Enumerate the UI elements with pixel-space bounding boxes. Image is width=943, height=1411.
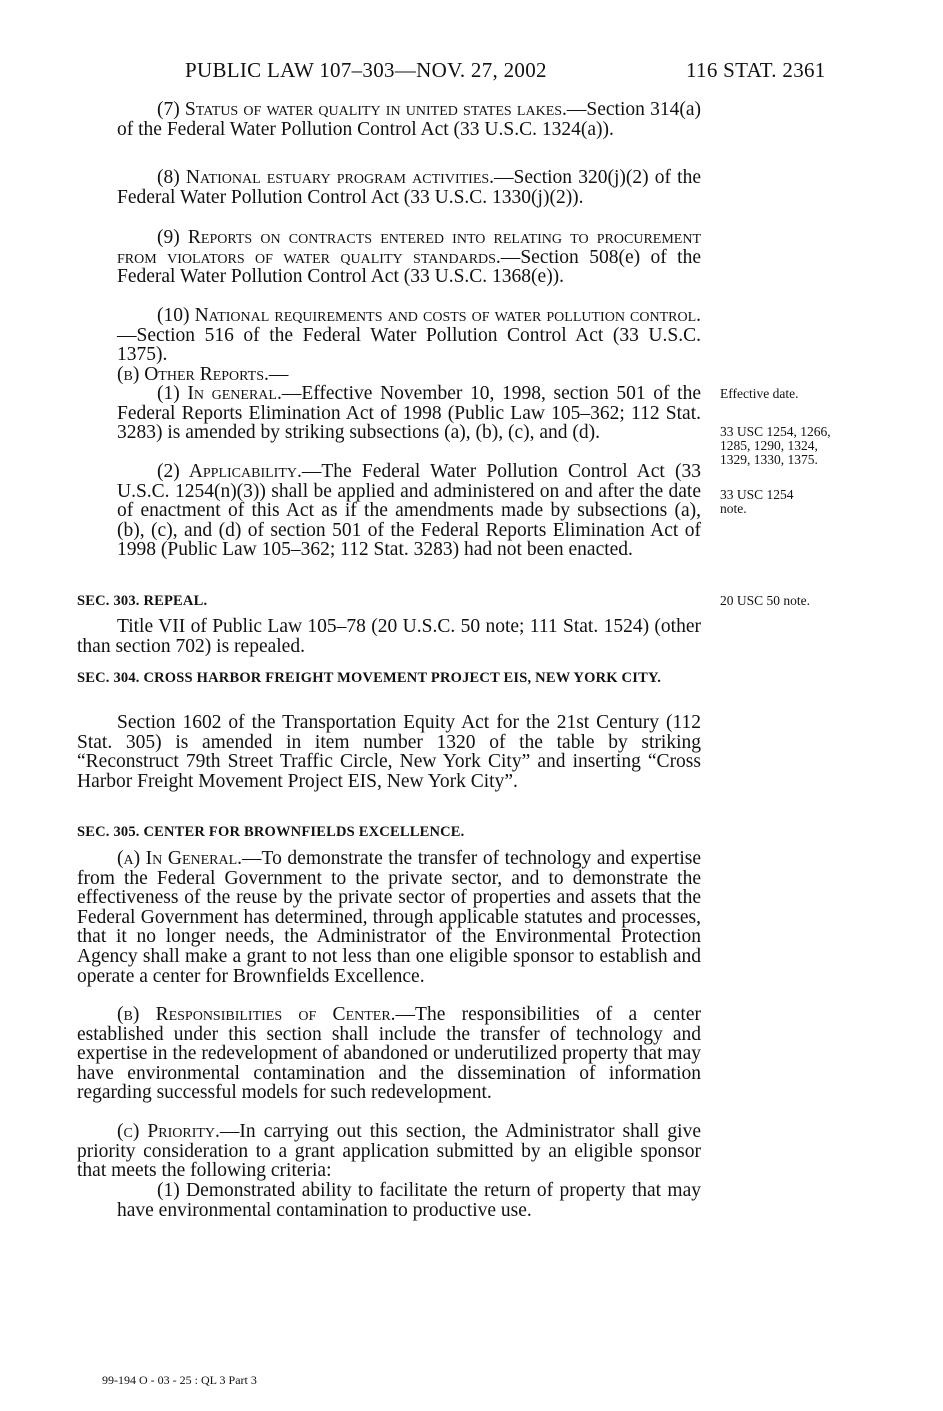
section-304-body: Section 1602 of the Transportation Equity Act for the 21st Century (112 Stat. 305) is amended in item number 1320 of the table by striking “Reconstruct 79th Street Traffic Circle, New York City” and inserting “Cross Harbor Freight Movement Project EIS, New York City”. (77, 712, 701, 792)
running-header-right: 116 STAT. 2361 (686, 58, 826, 82)
item-7 (77, 100, 701, 139)
item-9-heading: (9) Reports on contracts entered into relating to procurement from violators of water quality standards.— (117, 227, 701, 268)
section-305-heading: SEC. 305. CENTER FOR BROWNFIELDS EXCELLENCE. (77, 824, 465, 840)
item-7-heading: (7) Status of water quality in united states lakes.— (157, 99, 587, 120)
section-303-heading: SEC. 303. REPEAL. (77, 593, 208, 609)
item-10 (77, 306, 701, 365)
section-305-c-heading: (c) Priority.— (117, 1121, 240, 1142)
section-305-b-body: The responsibilities of a center established under this section shall include the transfer of technology and expertise in the redevelopment of abandoned or underutilized property that may have environmental contamination and the dissemination of information regarding successful models for such redevelopment. (77, 1004, 701, 1104)
margin-note-usc-note: 33 USC 1254 note. (720, 487, 794, 516)
margin-note-effective-date: Effective date. (720, 386, 799, 401)
section-305-c (77, 1122, 701, 1181)
section-305-c-body: In carrying out this section, the Administrator shall give priority consideration to a grant application submitted by an eligible sponsor that meets the following criteria: (77, 1121, 701, 1182)
section-304-heading: SEC. 304. CROSS HARBOR FREIGHT MOVEMENT PROJECT EIS, NEW YORK CITY. (77, 670, 662, 686)
section-305-a-heading: (a) In General.— (117, 848, 262, 869)
section-305-a (77, 849, 701, 986)
margin-note-20-usc: 20 USC 50 note. (720, 593, 811, 608)
item-7-body: Section 314(a) of the Federal Water Pollution Control Act (33 U.S.C. 1324(a)). (117, 99, 701, 140)
running-header-left: PUBLIC LAW 107–303—NOV. 27, 2002 (185, 58, 547, 82)
other-reports-p2-heading: (2) Applicability.— (157, 461, 322, 482)
other-reports-para-2 (77, 462, 701, 560)
item-10-body: Section 516 of the Federal Water Pollution Control Act (33 U.S.C. 1375). (117, 324, 701, 366)
section-305-b-heading: (b) Responsibilities of Center.— (117, 1004, 416, 1025)
item-8 (77, 168, 701, 207)
other-reports-p2-body: The Federal Water Pollution Control Act (33 U.S.C. 1254(n)(3)) shall be applied and administered on and after the date of enactment of this Act as if the amendments made by subsections (a), (b), (c), and (d) of section 501 of the Federal Reports Elimination Act of 1998 (Public Law 105–362; 112 Stat. 3283) had not been enacted. (117, 461, 701, 561)
item-10-heading: (10) National requirements and costs of water pollution control.— (117, 305, 701, 346)
page-footer: 99-194 O - 03 - 25 : QL 3 Part 3 (102, 1373, 257, 1387)
section-305-a-body: To demonstrate the transfer of technology and expertise from the Federal Government to the private sector, and to demonstrate the effectiveness of the reuse by the private sector of properties and assets that the Federal Government has determined, through applicable statutes and processes, that it no longer needs, the Administrator of the Environmental Protection Agency shall make a grant to not less than one eligible sponsor to establish and operate a center for Brownfields Excellence. (77, 848, 702, 987)
other-reports-p1-body: Effective November 10, 1998, section 501 of the Federal Reports Elimination Act of 1998 (Public Law 105–362; 112 Stat. 3283) is amended by striking subsections (a), (b), (c), and (d). (117, 383, 702, 444)
margin-note-usc-citations: 33 USC 1254, 1266, 1285, 1290, 1324, 1329, 1330, 1375. (720, 424, 831, 467)
section-305-c-1: (1) Demonstrated ability to facilitate the return of property that may have environmental contamination to productive use. (117, 1180, 701, 1221)
other-reports-heading: (b) Other Reports.— (117, 364, 289, 385)
item-9 (77, 228, 701, 287)
other-reports-p1-heading: (1) In general.— (157, 383, 302, 404)
item-8-body: Section 320(j)(2) of the Federal Water Pollution Control Act (33 U.S.C. 1330(j)(2)). (117, 167, 701, 208)
item-9-body: Section 508(e) of the Federal Water Pollution Control Act (33 U.S.C. 1368(e)). (117, 246, 701, 288)
section-303-body: Title VII of Public Law 105–78 (20 U.S.C. 50 note; 111 Stat. 1524) (other than section 702) is repealed. (77, 616, 701, 657)
item-8-heading: (8) National estuary program activities.— (157, 167, 514, 188)
other-reports-para-1 (77, 384, 701, 443)
section-305-b (77, 1005, 701, 1103)
